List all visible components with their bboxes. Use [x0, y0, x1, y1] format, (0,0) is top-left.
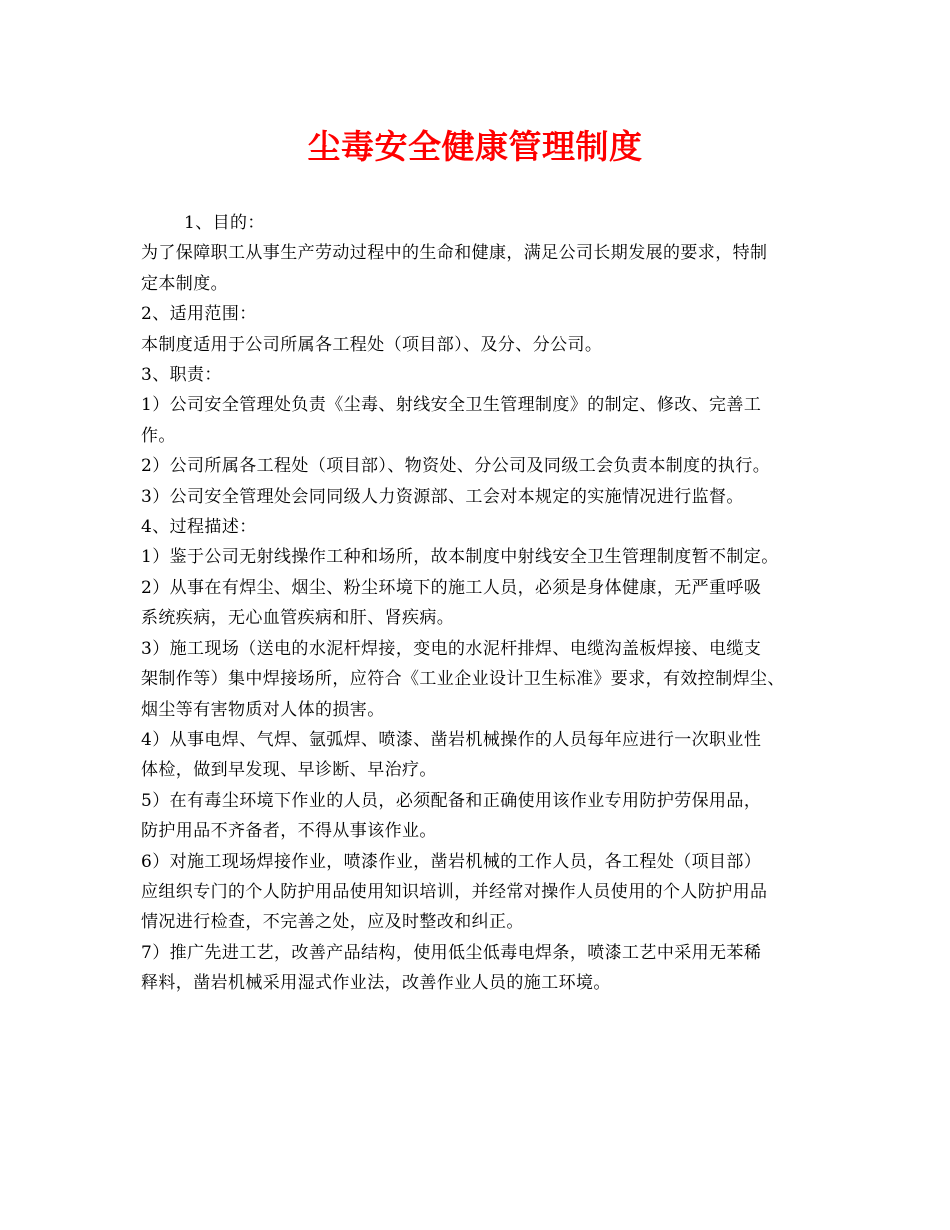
section-heading-process: 4、过程描述：: [141, 517, 257, 538]
body-line: 6）对施工现场焊接作业，喷漆作业，凿岩机械的工作人员，各工程处（项目部）: [141, 851, 762, 872]
body-line: 1）公司安全管理处负责《尘毒、射线安全卫生管理制度》的制定、修改、完善工: [141, 395, 762, 416]
body-line: 情况进行检查，不完善之处，应及时整改和纠正。: [141, 912, 524, 933]
body-line: 2）公司所属各工程处（项目部）、物资处、分公司及同级工会负责本制度的执行。: [141, 456, 771, 477]
body-line: 系统疾病，无心血管疾病和肝、肾疾病。: [141, 608, 455, 629]
body-line: 作。: [141, 425, 176, 446]
body-line: 防护用品不齐备者，不得从事该作业。: [141, 821, 437, 842]
body-line: 3）施工现场（送电的水泥杆焊接，变电的水泥杆排焊、电缆沟盖板焊接、电缆支: [141, 638, 762, 659]
body-line: 为了保障职工从事生产劳动过程中的生命和健康，满足公司长期发展的要求，特制: [141, 243, 768, 264]
body-line: 4）从事电焊、气焊、氩弧焊、喷漆、凿岩机械操作的人员每年应进行一次职业性: [141, 729, 762, 750]
body-line: 2）从事在有焊尘、烟尘、粉尘环境下的施工人员，必须是身体健康，无严重呼吸: [141, 577, 762, 598]
section-heading-purpose: 1、目的：: [184, 213, 265, 233]
body-line: 体检，做到早发现、早诊断、早治疗。: [141, 760, 437, 781]
document-title: 尘毒安全健康管理制度: [307, 127, 643, 166]
document-body: [141, 208, 831, 999]
body-line: 定本制度。: [141, 273, 228, 294]
body-line: 本制度适用于公司所属各工程处（项目部）、及分、分公司。: [141, 334, 603, 355]
body-line: 应组织专门的个人防护用品使用知识培训，并经常对操作人员使用的个人防护用品: [141, 881, 768, 902]
body-line: 5）在有毒尘环境下作业的人员，必须配备和正确使用该作业专用防护劳保用品，: [141, 790, 762, 811]
section-heading-duties: 3、职责：: [141, 365, 222, 386]
section-heading-scope: 2、适用范围：: [141, 304, 257, 325]
body-line: 7）推广先进工艺，改善产品结构，使用低尘低毒电焊条，喷漆工艺中采用无苯稀: [141, 942, 762, 963]
body-line: 1）鉴于公司无射线操作工种和场所，故本制度中射线安全卫生管理制度暂不制定。: [141, 547, 779, 568]
body-line: 释料，凿岩机械采用湿式作业法，改善作业人员的施工环境。: [141, 973, 611, 994]
body-line: 烟尘等有害物质对人体的损害。: [141, 699, 385, 720]
body-line: 架制作等）集中焊接场所，应符合《工业企业设计卫生标准》要求，有效控制焊尘、: [141, 669, 785, 690]
body-line: 3）公司安全管理处会同同级人力资源部、工会对本规定的实施情况进行监督。: [141, 486, 744, 507]
